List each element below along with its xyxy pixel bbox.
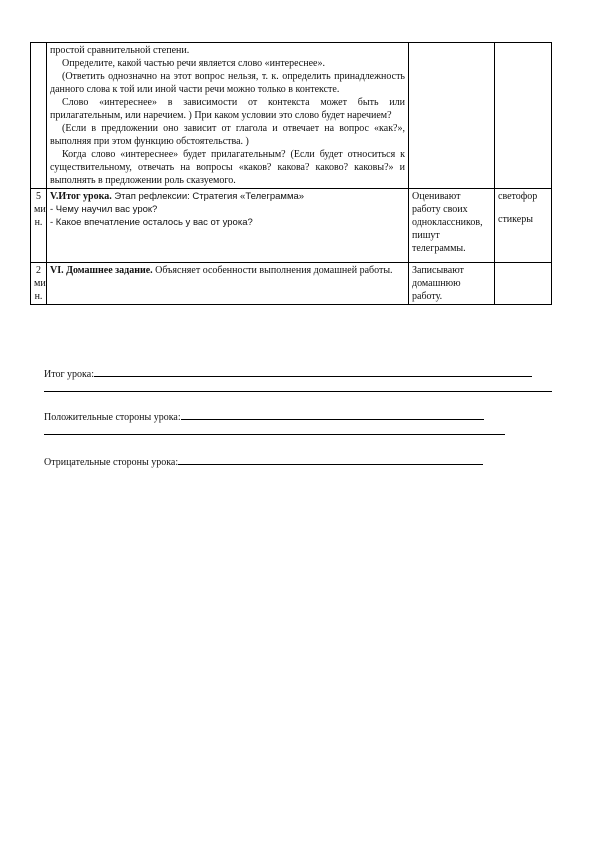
question-item: - Чему научил вас урок? [50, 204, 158, 215]
text-line: (Ответить однозначно на этот вопрос нельзя, т. к. определить принадлежность данного слова к той или иной части речи можно только в контексте. [50, 71, 405, 95]
time-value: 2 [36, 265, 41, 276]
time-value: 5 [36, 191, 41, 202]
resource-item: стикеры [498, 214, 533, 225]
student-activity-cell [409, 263, 495, 305]
time-unit: ми [34, 278, 46, 289]
text-line: Определите, какой частью речи является слово «интереснее». [62, 58, 325, 69]
time-unit: н. [34, 291, 43, 302]
blank-line [178, 455, 483, 465]
negative-sides-field [44, 455, 483, 469]
student-activity-cell-empty [409, 43, 495, 189]
resources-cell-empty [495, 43, 552, 189]
question-item: - Какое впечатление осталось у вас от урока? [50, 217, 253, 228]
text-line: Слово «интереснее» в зависимости от контекста может быть или прилагательным, или наречием. ) При каком условии это слово будет наречием? [50, 97, 405, 121]
resource-item: светофор [498, 191, 538, 202]
time-cell [31, 263, 47, 305]
table-row-discussion [31, 43, 552, 189]
time-unit: н. [34, 217, 43, 228]
table-row-homework [31, 263, 552, 305]
student-activity-text: Оценивают работу своих одноклассников, пишут телеграммы. [412, 191, 483, 254]
lesson-result-label: Итог урока: [44, 369, 94, 380]
positive-sides-field [44, 410, 484, 424]
teacher-activity-cell [47, 43, 409, 189]
time-cell [31, 189, 47, 263]
text-line: Когда слово «интереснее» будет прилагательным? (Если будет относиться к существительному, отвечать на вопросы «каков? какова? каково? каковы?» и выполнять в предложении роль сказуемого. [50, 149, 405, 186]
time-unit: ми [34, 204, 46, 215]
student-activity-cell [409, 189, 495, 263]
blank-line [94, 367, 532, 377]
lesson-plan-table [30, 42, 552, 305]
table-row-summary [31, 189, 552, 263]
resources-cell-empty [495, 263, 552, 305]
stage-description: Объясняет особенности выполнения домашней работы. [152, 265, 393, 276]
positive-sides-label: Положительные стороны урока: [44, 412, 181, 423]
text-line: (Если в предложении оно зависит от глагола и отвечает на вопрос «как?», выполняя при этом функцию обстоятельства. ) [50, 123, 405, 147]
text-line: простой сравнительной степени. [50, 45, 190, 56]
lesson-result-field [44, 367, 532, 381]
negative-sides-label: Отрицательные стороны урока: [44, 457, 179, 468]
resources-cell [495, 189, 552, 263]
stage-description: Этап рефлексии: Стратегия «Телеграмма» [111, 191, 305, 202]
time-cell-empty [31, 43, 47, 189]
teacher-activity-cell [47, 189, 409, 263]
blank-line [44, 391, 552, 392]
blank-line [181, 410, 484, 420]
teacher-activity-cell [47, 263, 409, 305]
blank-line [44, 434, 505, 435]
student-activity-text: Записывают домашнюю работу. [412, 265, 464, 302]
stage-title: VI. Домашнее задание. [50, 265, 153, 276]
stage-title: V.Итог урока. [50, 191, 112, 202]
